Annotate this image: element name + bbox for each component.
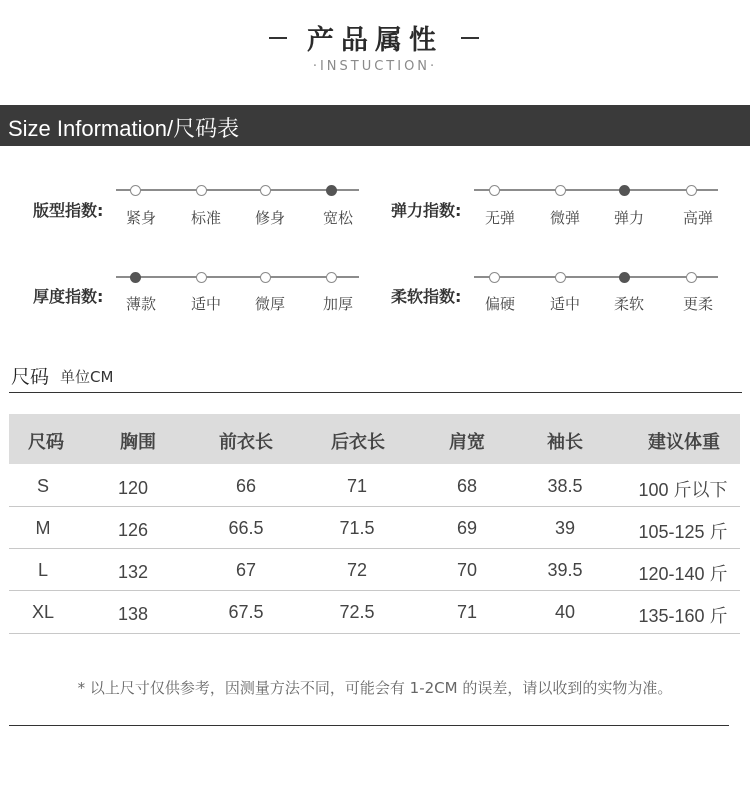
table-cell: 70	[456, 560, 478, 580]
fit-index-scale	[116, 189, 359, 191]
title-right-dash	[461, 37, 479, 39]
table-cell: XL	[31, 602, 55, 622]
table-cell: M	[35, 518, 51, 538]
table-cell: 67.5	[228, 602, 264, 622]
thickness-index-option: 适中	[190, 295, 221, 313]
table-cell: 39	[554, 518, 576, 538]
fit-index-dot-selected	[326, 185, 337, 196]
table-cell: 66.5	[228, 518, 264, 538]
elasticity-index-scale	[474, 189, 718, 191]
softness-index-dot	[555, 272, 566, 283]
softness-index-option: 更柔	[682, 295, 713, 313]
table-header-cell: 前衣长	[219, 432, 273, 453]
table-cell: 135-160 斤	[638, 606, 728, 626]
table-header-cell: 胸围	[120, 432, 156, 453]
table-cell: 132	[117, 562, 149, 582]
softness-index-option: 柔软	[613, 295, 644, 313]
elasticity-index-dot	[489, 185, 500, 196]
thickness-index-label: 厚度指数:	[33, 287, 104, 306]
table-cell: 105-125 斤	[638, 522, 728, 542]
table-cell: 69	[456, 518, 478, 538]
table-cell: 68	[456, 476, 478, 496]
table-header-cell: 后衣长	[331, 432, 385, 453]
page-subtitle: ·INSTUCTION·	[312, 59, 438, 74]
softness-index-option: 适中	[549, 295, 580, 313]
table-cell: 72	[346, 560, 368, 580]
table-cell: 72.5	[339, 602, 375, 622]
thickness-index-option: 薄款	[125, 295, 156, 313]
table-cell: 71	[346, 476, 368, 496]
table-cell: 38.5	[547, 476, 583, 496]
thickness-index-scale	[116, 276, 359, 278]
table-cell: 40	[554, 602, 576, 622]
table-row-divider	[9, 548, 740, 549]
fit-index-option: 修身	[254, 209, 285, 227]
fit-index-option: 标准	[190, 209, 221, 227]
size-caption: 尺码	[11, 366, 50, 388]
table-header-cell: 建议体重	[648, 432, 720, 453]
elasticity-index-dot	[555, 185, 566, 196]
table-cell: L	[37, 560, 48, 580]
elasticity-index-label: 弹力指数:	[391, 201, 462, 220]
fit-index-option: 宽松	[322, 209, 353, 227]
elasticity-index-dot	[686, 185, 697, 196]
softness-index-dot	[686, 272, 697, 283]
size-info-banner-text: Size Information/尺码表	[8, 116, 240, 141]
thickness-index-dot	[326, 272, 337, 283]
table-row-divider	[9, 633, 740, 634]
fit-index-dot	[130, 185, 141, 196]
fit-index-dot	[196, 185, 207, 196]
softness-index-label: 柔软指数:	[391, 287, 462, 306]
table-cell: 120	[117, 478, 149, 498]
table-cell: 66	[235, 476, 257, 496]
page-title: 产品属性	[307, 25, 443, 56]
measurement-note: * 以上尺寸仅供参考，因测量方法不同，可能会有 1-2CM 的误差，请以收到的实物为准。	[77, 679, 673, 697]
elasticity-index-option: 弹力	[613, 209, 644, 227]
divider	[9, 392, 742, 393]
table-cell: 71.5	[339, 518, 375, 538]
table-header-cell: 肩宽	[449, 432, 485, 453]
thickness-index-dot-selected	[130, 272, 141, 283]
table-header-cell: 袖长	[547, 432, 583, 453]
thickness-index-option: 微厚	[254, 295, 285, 313]
fit-index-dot	[260, 185, 271, 196]
softness-index-option: 偏硬	[484, 295, 515, 313]
elasticity-index-dot-selected	[619, 185, 630, 196]
size-unit: 单位CM	[60, 368, 114, 386]
table-cell: 120-140 斤	[638, 564, 728, 584]
fit-index-label: 版型指数:	[33, 201, 104, 220]
fit-index-option: 紧身	[125, 209, 156, 227]
table-cell: 67	[235, 560, 257, 580]
table-cell: 100 斤以下	[638, 480, 728, 500]
table-cell: 126	[117, 520, 149, 540]
table-cell: 71	[456, 602, 478, 622]
table-row-divider	[9, 506, 740, 507]
table-cell: 138	[117, 604, 149, 624]
thickness-index-dot	[260, 272, 271, 283]
divider	[9, 725, 729, 726]
elasticity-index-option: 高弹	[682, 209, 713, 227]
thickness-index-option: 加厚	[322, 295, 353, 313]
softness-index-dot	[489, 272, 500, 283]
softness-index-scale	[474, 276, 718, 278]
table-row-divider	[9, 590, 740, 591]
thickness-index-dot	[196, 272, 207, 283]
table-cell: 39.5	[547, 560, 583, 580]
softness-index-dot-selected	[619, 272, 630, 283]
table-header-cell: 尺码	[28, 432, 64, 453]
elasticity-index-option: 无弹	[484, 209, 515, 227]
elasticity-index-option: 微弹	[549, 209, 580, 227]
table-cell: S	[36, 476, 49, 496]
